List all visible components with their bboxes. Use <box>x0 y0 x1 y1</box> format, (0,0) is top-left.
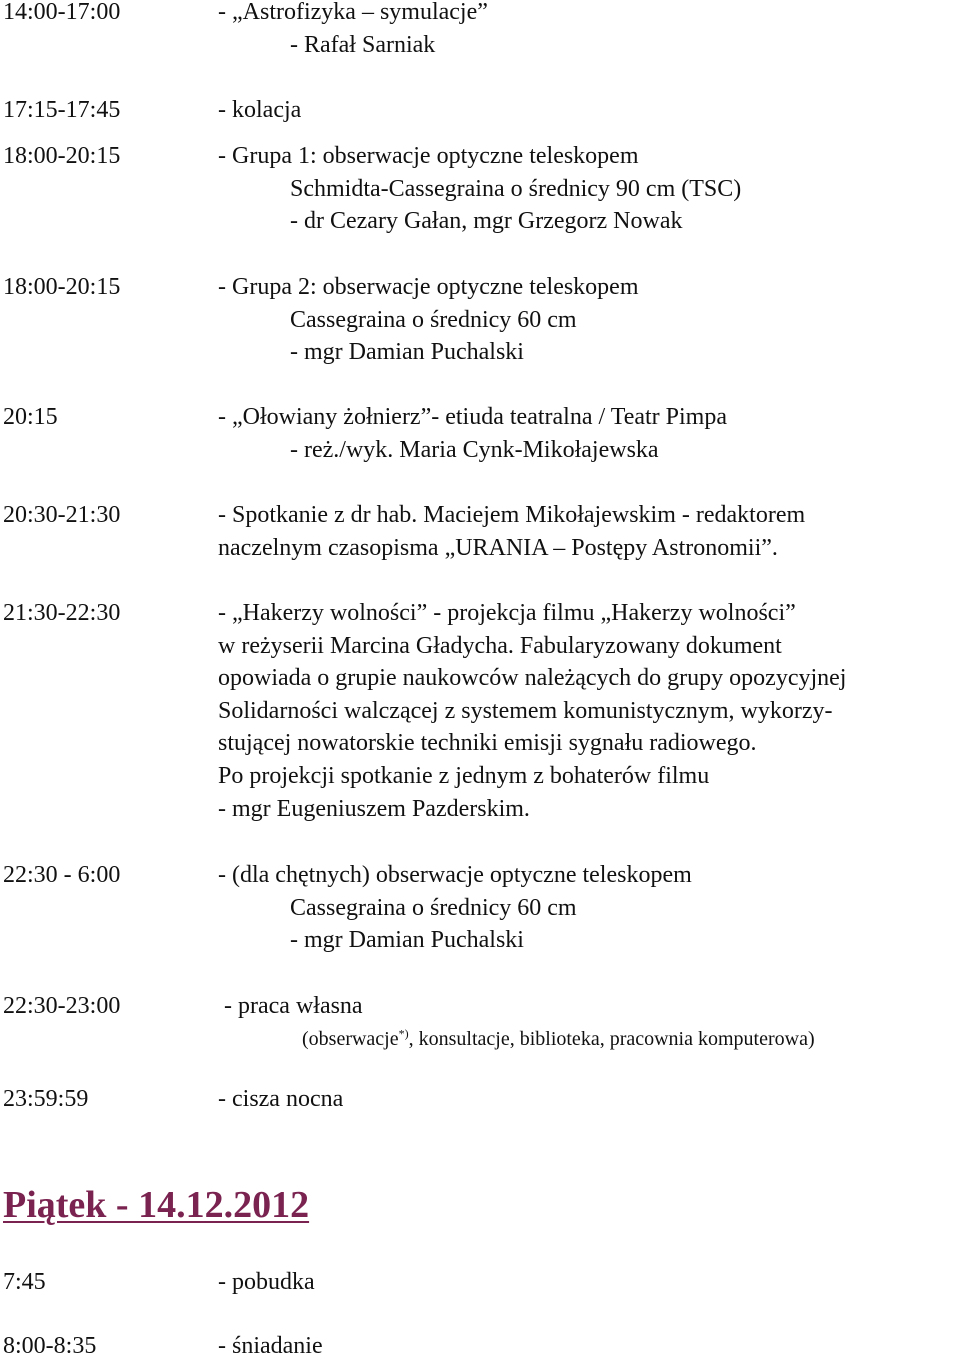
entry-time: 17:15-17:45 <box>3 97 121 123</box>
desc-line: - Grupa 2: obserwacje optyczne teleskopem <box>218 274 639 300</box>
desc-line: - kolacja <box>218 97 302 123</box>
entry-description <box>218 94 301 127</box>
desc-line: - reż./wyk. Maria Cynk-Mikołajewska <box>290 436 659 463</box>
desc-line: naczelnym czasopisma „URANIA – Postępy Astronomii”. <box>218 534 778 561</box>
desc-line: Cassegraina o średnicy 60 cm <box>290 894 577 921</box>
desc-line: - Rafał Sarniak <box>290 31 436 58</box>
desc-line: - „Ołowiany żołnierz”- etiuda teatralna / Teatr Pimpa <box>218 404 727 430</box>
entry-time: 20:30-21:30 <box>3 502 121 528</box>
desc-line: - pobudka <box>218 1269 315 1295</box>
desc-line: - „Hakerzy wolności” - projekcja filmu „Hakerzy wolności” <box>218 600 796 626</box>
entry-time: 14:00-17:00 <box>3 0 121 25</box>
observations-label: (obserwacje <box>302 1027 399 1050</box>
entry-time: 22:30-23:00 <box>3 993 121 1019</box>
desc-line <box>224 1023 815 1056</box>
desc-line: - „Astrofizyka – symulacje” <box>218 0 488 25</box>
entry-description <box>218 401 727 466</box>
entry-description <box>218 1330 323 1363</box>
desc-line: Solidarności walczącej z systemem komunistycznym, wykorzy- <box>218 697 833 724</box>
entry-description <box>218 140 741 238</box>
activities-text: , konsultacje, biblioteka, pracownia komputerowa) <box>408 1027 815 1050</box>
desc-line: - cisza nocna <box>218 1086 344 1112</box>
entry-time: 20:15 <box>3 404 58 430</box>
entry-time: 18:00-20:15 <box>3 274 121 300</box>
desc-line: - mgr Damian Puchalski <box>290 339 524 366</box>
entry-description <box>218 0 488 61</box>
desc-line: - Grupa 1: obserwacje optyczne teleskopem <box>218 143 639 169</box>
entry-description <box>224 990 815 1055</box>
desc-line: - mgr Eugeniuszem Pazderskim. <box>218 795 530 822</box>
entry-description <box>218 271 639 369</box>
desc-line: - dr Cezary Gałan, mgr Grzegorz Nowak <box>290 208 683 235</box>
desc-line: Po projekcji spotkanie z jednym z bohaterów filmu <box>218 762 710 789</box>
entry-time: 22:30 - 6:00 <box>3 862 121 888</box>
footnote-marker: *) <box>398 1025 409 1040</box>
entry-time: 8:00-8:35 <box>3 1333 97 1359</box>
desc-line: - mgr Damian Puchalski <box>290 927 524 954</box>
desc-line: - praca własna <box>224 993 363 1019</box>
entry-time: 18:00-20:15 <box>3 143 121 169</box>
entry-description <box>218 1266 315 1299</box>
desc-line: Cassegraina o średnicy 60 cm <box>290 306 577 333</box>
entry-description <box>218 859 692 957</box>
day-heading: Piątek - 14.12.2012 <box>3 1184 310 1226</box>
desc-line: - (dla chętnych) obserwacje optyczne teleskopem <box>218 862 692 888</box>
entry-description <box>218 597 846 825</box>
desc-line: stującej nowatorskie techniki emisji sygnału radiowego. <box>218 730 757 757</box>
desc-line: w reżyserii Marcina Gładycha. Fabularyzowany dokument <box>218 632 782 659</box>
entry-time: 23:59:59 <box>3 1086 89 1112</box>
entry-description <box>218 1083 343 1116</box>
entry-description <box>218 499 805 564</box>
entry-time: 7:45 <box>3 1269 46 1295</box>
desc-line: opowiada o grupie naukowców należących do grupy opozycyjnej <box>218 665 847 692</box>
entry-time: 21:30-22:30 <box>3 600 121 626</box>
desc-line: Schmidta-Cassegraina o średnicy 90 cm (TSC) <box>290 175 742 202</box>
desc-line: - Spotkanie z dr hab. Maciejem Mikołajewskim - redaktorem <box>218 502 806 528</box>
desc-line: - śniadanie <box>218 1333 323 1359</box>
